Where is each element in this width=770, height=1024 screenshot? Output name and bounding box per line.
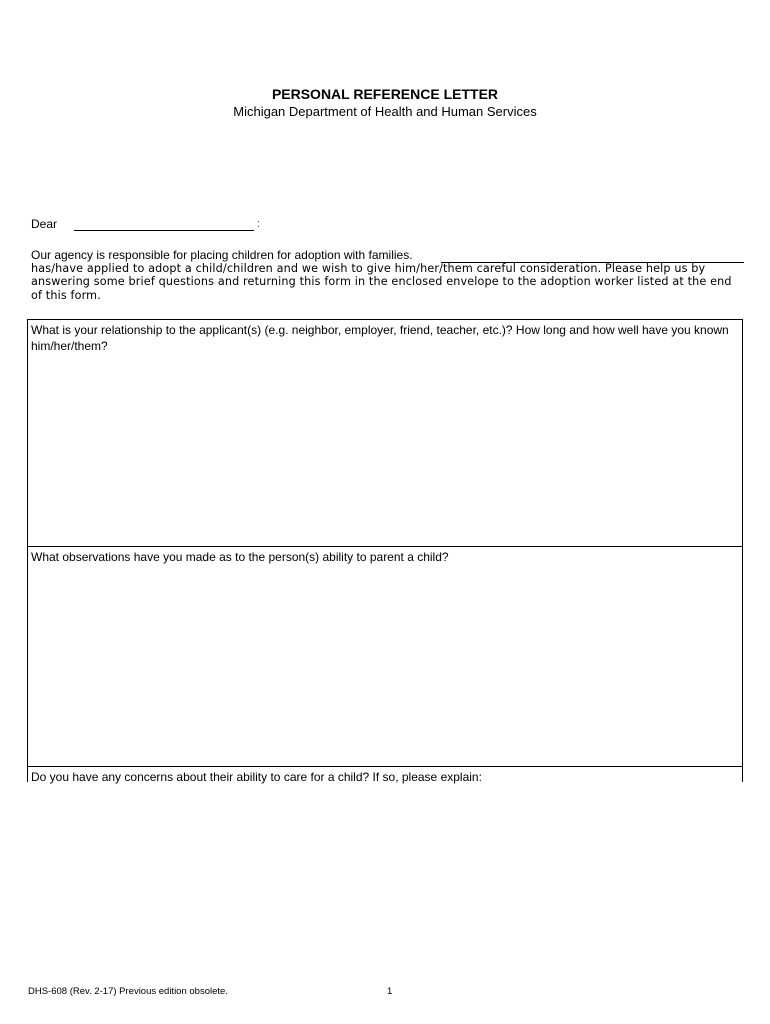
page-subtitle: Michigan Department of Health and Human Services bbox=[233, 104, 537, 119]
question-concerns-text: Do you have any concerns about their ability to care for a child? If so, please explain: bbox=[31, 770, 482, 784]
question-observations-text: What observations have you made as to the person(s) ability to parent a child? bbox=[31, 550, 449, 564]
page-number: 1 bbox=[387, 986, 393, 997]
answer-concerns-field[interactable] bbox=[27, 786, 747, 960]
question-box-concerns bbox=[27, 766, 743, 782]
recipient-name-field[interactable] bbox=[74, 216, 254, 231]
salutation-colon: : bbox=[257, 218, 261, 230]
question-box-observations bbox=[27, 546, 743, 767]
answer-observations-field[interactable] bbox=[30, 569, 740, 764]
answer-relationship-field[interactable] bbox=[30, 358, 740, 544]
question-box-relationship bbox=[27, 319, 743, 547]
salutation-label: Dear bbox=[31, 217, 58, 231]
applicant-names-field[interactable] bbox=[441, 248, 744, 263]
intro-first-line: Our agency is responsible for placing children for adoption with families. bbox=[31, 248, 413, 262]
question-relationship-text: What is your relationship to the applicant(s) (e.g. neighbor, employer, friend, teacher, etc.)? How long and how well have you known him/her/them? bbox=[31, 323, 729, 353]
page-title: PERSONAL REFERENCE LETTER bbox=[271, 86, 499, 102]
intro-paragraph: has/have applied to adopt a child/children and we wish to give him/her/them careful consideration. Please help us by answering some brief questions and returning this form in the enclosed envelope to the adoption worker listed at the end of this form. bbox=[31, 262, 732, 302]
form-number: DHS-608 (Rev. 2-17) Previous edition obsolete. bbox=[28, 986, 228, 997]
